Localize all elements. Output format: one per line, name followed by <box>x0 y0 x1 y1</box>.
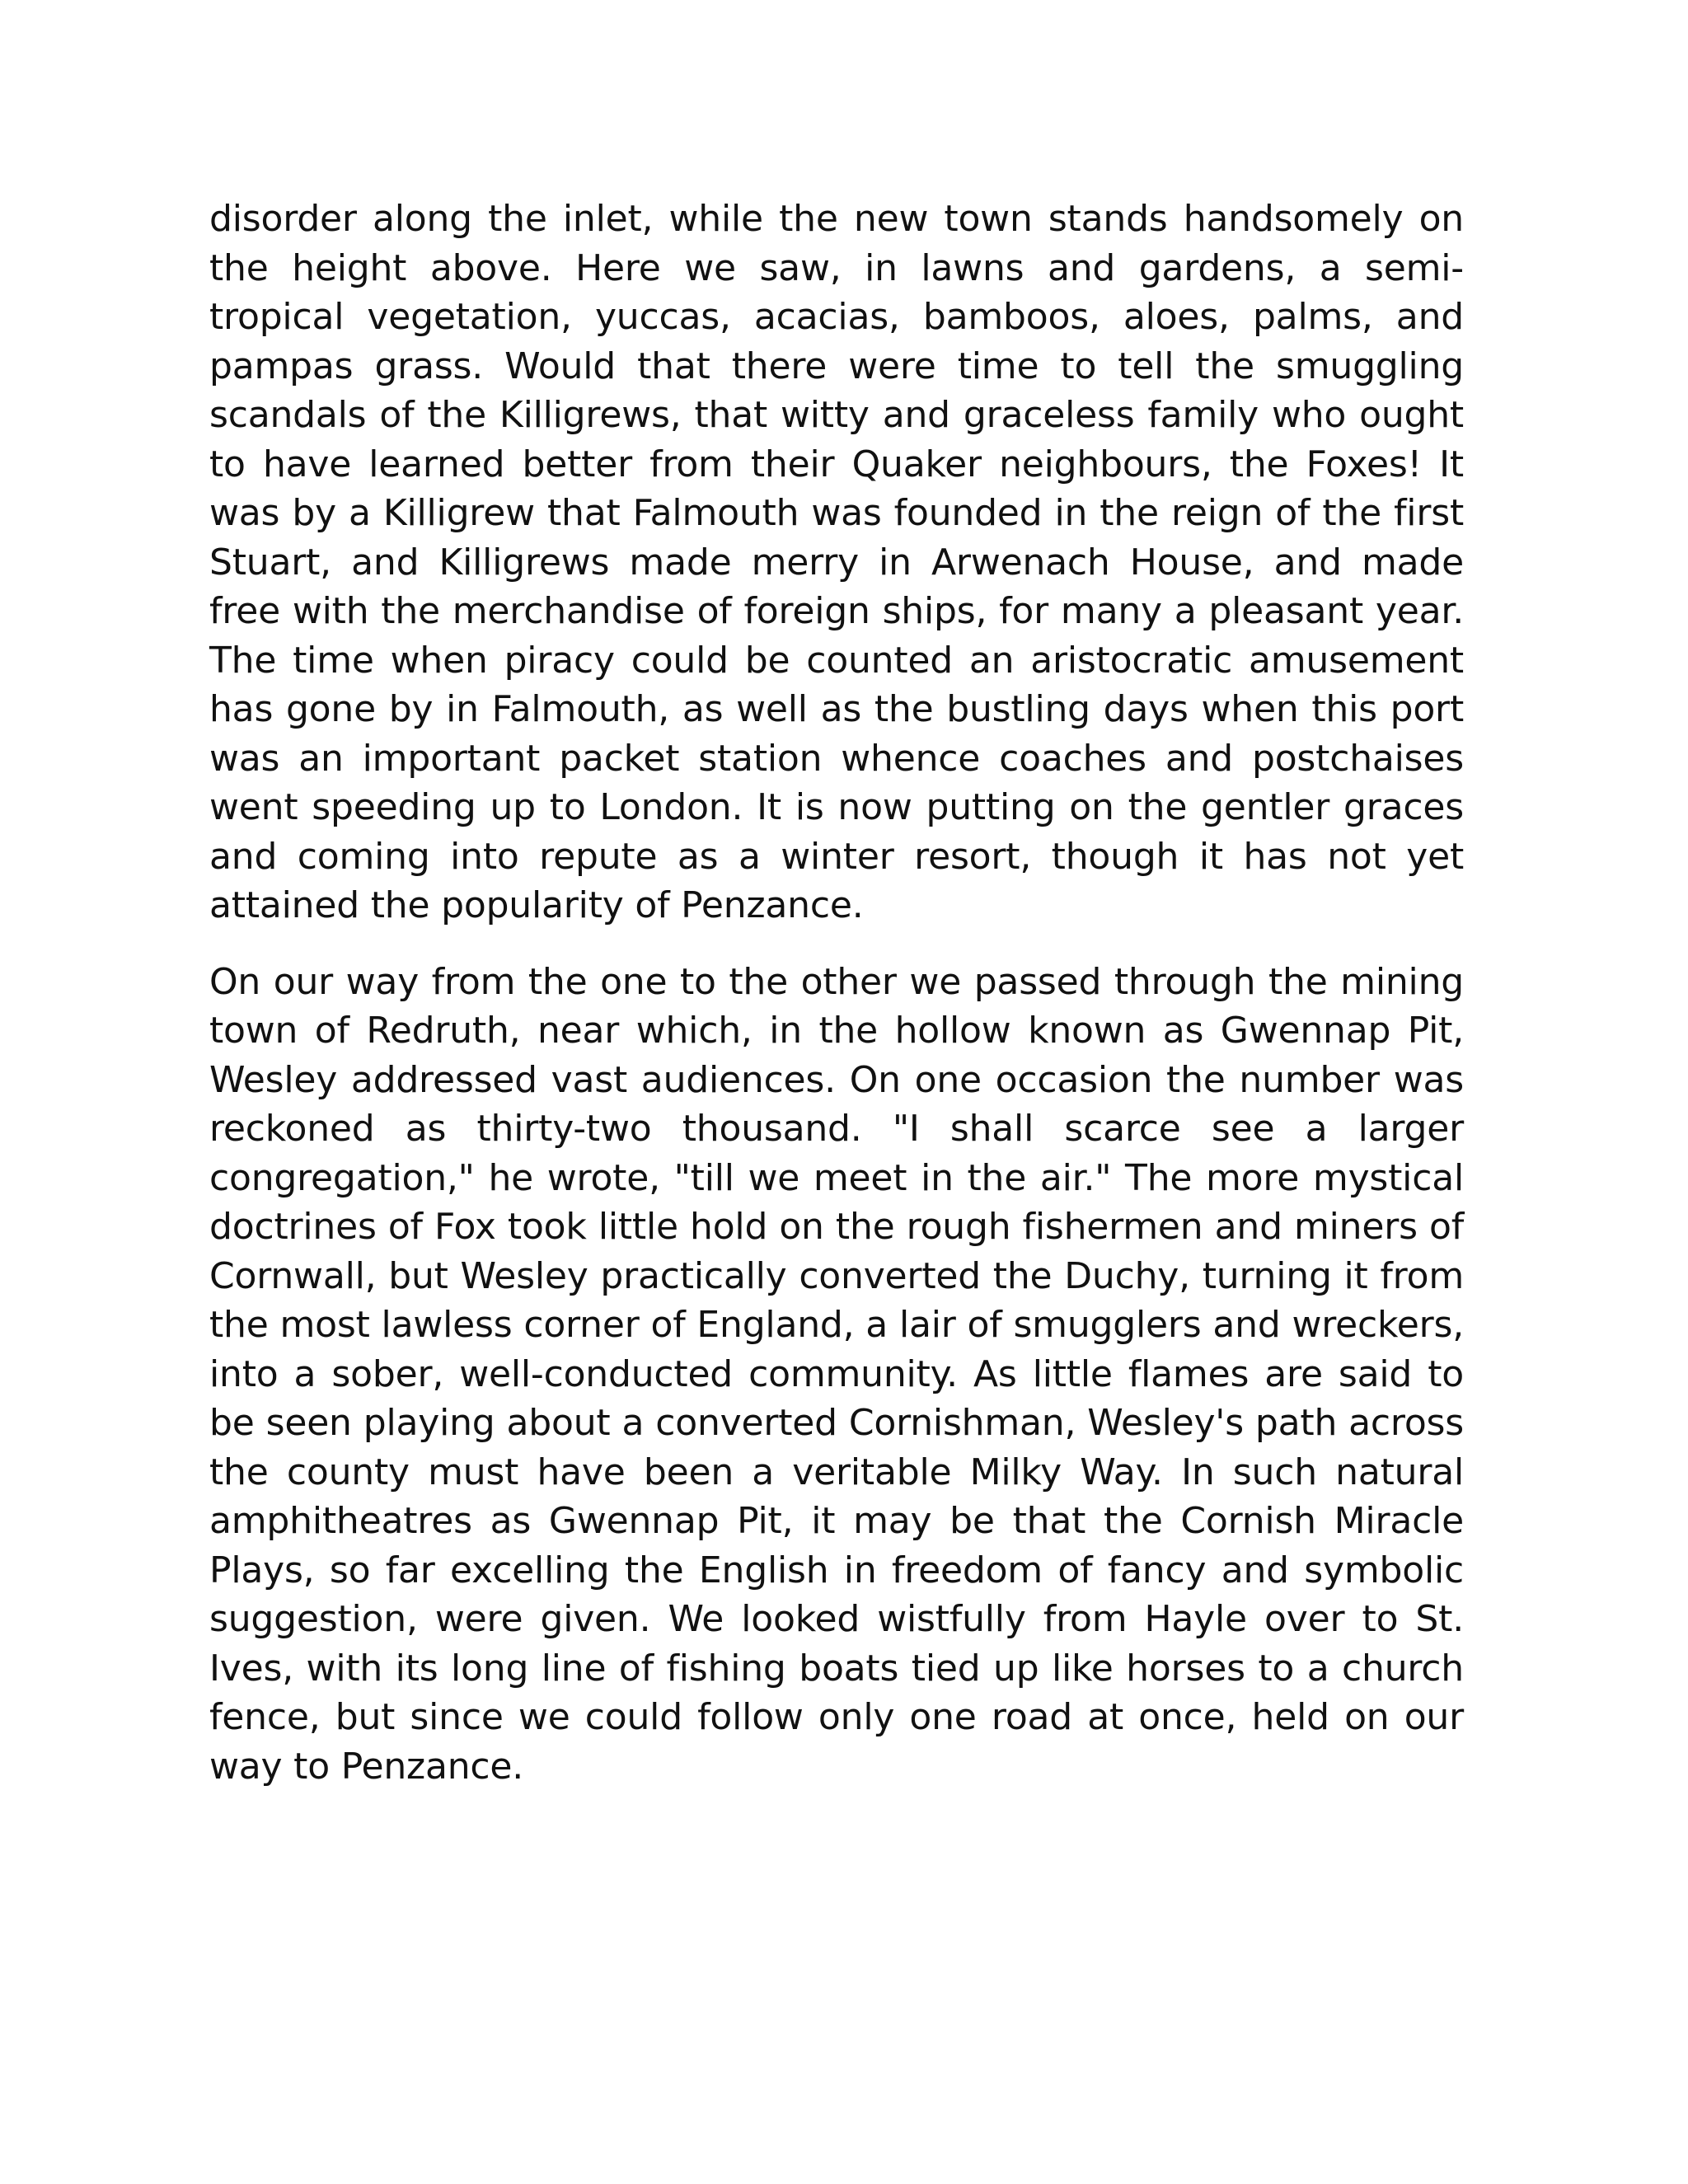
document-page <box>209 194 1464 1791</box>
paragraph-1: disorder along the inlet, while the new town stands handsomely on the height above. Here we saw, in lawns and gardens, a semi-tropical vegetation, yuccas, acacias, bamboos, aloes, palms, and pampas grass. Would that there were time to tell the smuggling scandals of the Killigrews, that witty and graceless family who ought to have learned better from their Quaker neighbours, the Foxes! It was by a Killigrew that Falmouth was founded in the reign of the first Stuart, and Killigrews made merry in Arwenach House, and made free with the merchandise of foreign ships, for many a pleasant year. The time when piracy could be counted an aristocratic amusement has gone by in Falmouth, as well as the bustling days when this port was an important packet station whence coaches and postchaises went speeding up to London. It is now putting on the gentler graces and coming into repute as a winter resort, though it has not yet attained the popularity of Penzance. <box>209 198 1464 926</box>
paragraph-2: On our way from the one to the other we passed through the mining town of Redruth, near which, in the hollow known as Gwennap Pit, Wesley addressed vast audiences. On one occasion the number was reckoned as thirty-two thousand. "I shall scarce see a larger congregation," he wrote, "till we meet in the air." The more mystical doctrines of Fox took little hold on the rough fishermen and miners of Cornwall, but Wesley practically converted the Duchy, turning it from the most lawless corner of England, a lair of smugglers and wreckers, into a sober, well-conducted community. As little flames are said to be seen playing about a converted Cornishman, Wesley's path across the county must have been a veritable Milky Way. In such natural amphitheatres as Gwennap Pit, it may be that the Cornish Miracle Plays, so far excelling the English in freedom of fancy and symbolic suggestion, were given. We looked wistfully from Hayle over to St. Ives, with its long line of fishing boats tied up like horses to a church fence, but since we could follow only one road at once, held on our way to Penzance. <box>209 960 1464 1788</box>
